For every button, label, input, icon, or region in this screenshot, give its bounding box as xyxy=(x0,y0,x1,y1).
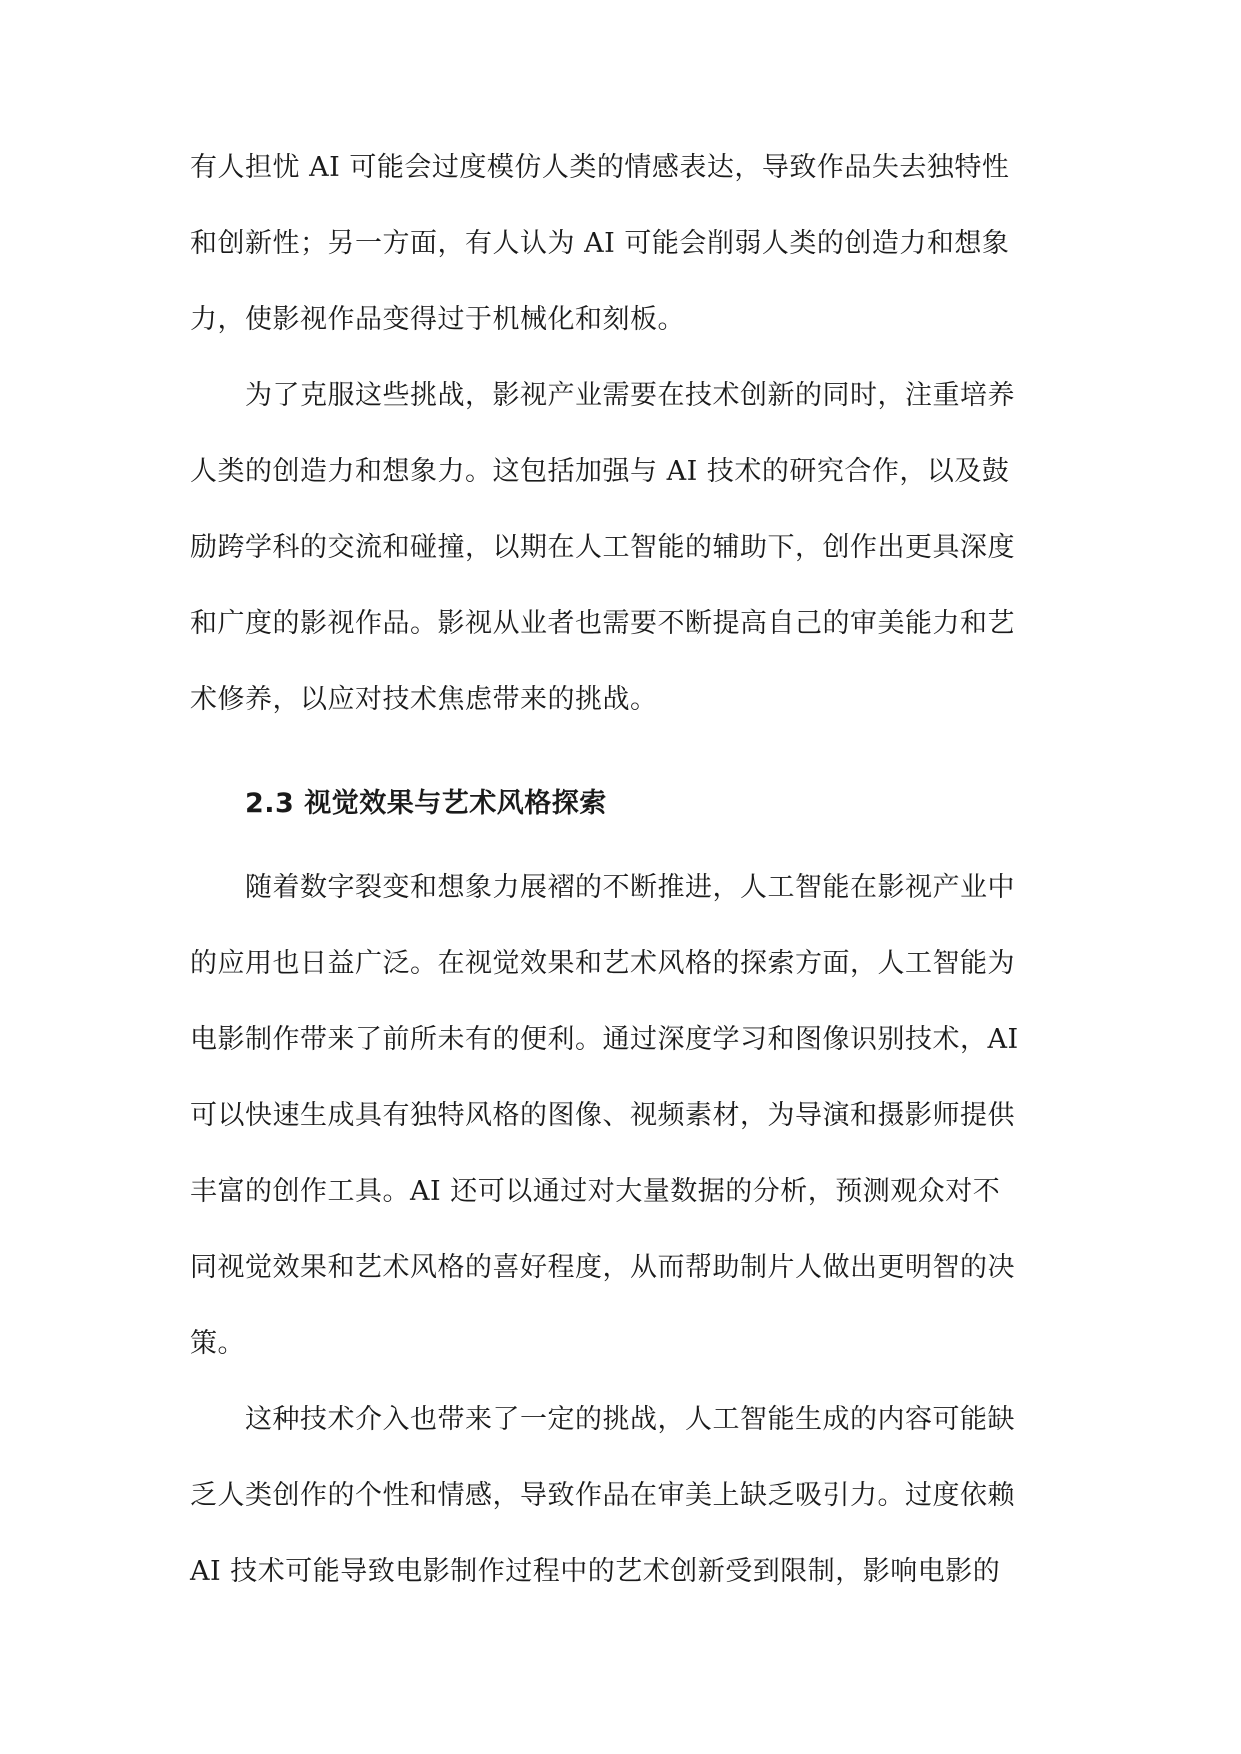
paragraph-3-line-5: 丰富的创作工具。AI 还可以通过对大量数据的分析，预测观众对不 xyxy=(190,1176,1001,1207)
paragraph-1-line-3: 力，使影视作品变得过于机械化和刻板。 xyxy=(190,304,685,335)
paragraph-3-line-6: 同视觉效果和艺术风格的喜好程度，从而帮助制片人做出更明智的决 xyxy=(190,1252,1015,1283)
paragraph-4-line-1: 这种技术介入也带来了一定的挑战，人工智能生成的内容可能缺 xyxy=(245,1404,1015,1435)
paragraph-2-line-5: 术修养，以应对技术焦虑带来的挑战。 xyxy=(190,684,658,715)
paragraph-1-line-2: 和创新性；另一方面，有人认为 AI 可能会削弱人类的创造力和想象 xyxy=(190,228,1010,259)
paragraph-4-line-3: AI 技术可能导致电影制作过程中的艺术创新受到限制，影响电影的 xyxy=(190,1556,1001,1587)
paragraph-2-line-4: 和广度的影视作品。影视从业者也需要不断提高自己的审美能力和艺 xyxy=(190,608,1015,639)
paragraph-3-line-2: 的应用也日益广泛。在视觉效果和艺术风格的探索方面，人工智能为 xyxy=(190,948,1015,979)
paragraph-3-line-1: 随着数字裂变和想象力展褶的不断推进，人工智能在影视产业中 xyxy=(245,872,1015,903)
paragraph-2-line-1: 为了克服这些挑战，影视产业需要在技术创新的同时，注重培养 xyxy=(245,380,1015,411)
paragraph-3-line-4: 可以快速生成具有独特风格的图像、视频素材，为导演和摄影师提供 xyxy=(190,1100,1015,1131)
paragraph-2-line-3: 励跨学科的交流和碰撞，以期在人工智能的辅助下，创作出更具深度 xyxy=(190,532,1015,563)
paragraph-3-line-7: 策。 xyxy=(190,1328,245,1359)
paragraph-1-line-1: 有人担忧 AI 可能会过度模仿人类的情感表达，导致作品失去独特性 xyxy=(190,152,1010,183)
paragraph-2-line-2: 人类的创造力和想象力。这包括加强与 AI 技术的研究合作，以及鼓 xyxy=(190,456,1010,487)
paragraph-3-line-3: 电影制作带来了前所未有的便利。通过深度学习和图像识别技术，AI xyxy=(190,1024,1019,1055)
section-heading: 2.3 视觉效果与艺术风格探索 xyxy=(245,788,607,819)
paragraph-4-line-2: 乏人类创作的个性和情感，导致作品在审美上缺乏吸引力。过度依赖 xyxy=(190,1480,1015,1511)
